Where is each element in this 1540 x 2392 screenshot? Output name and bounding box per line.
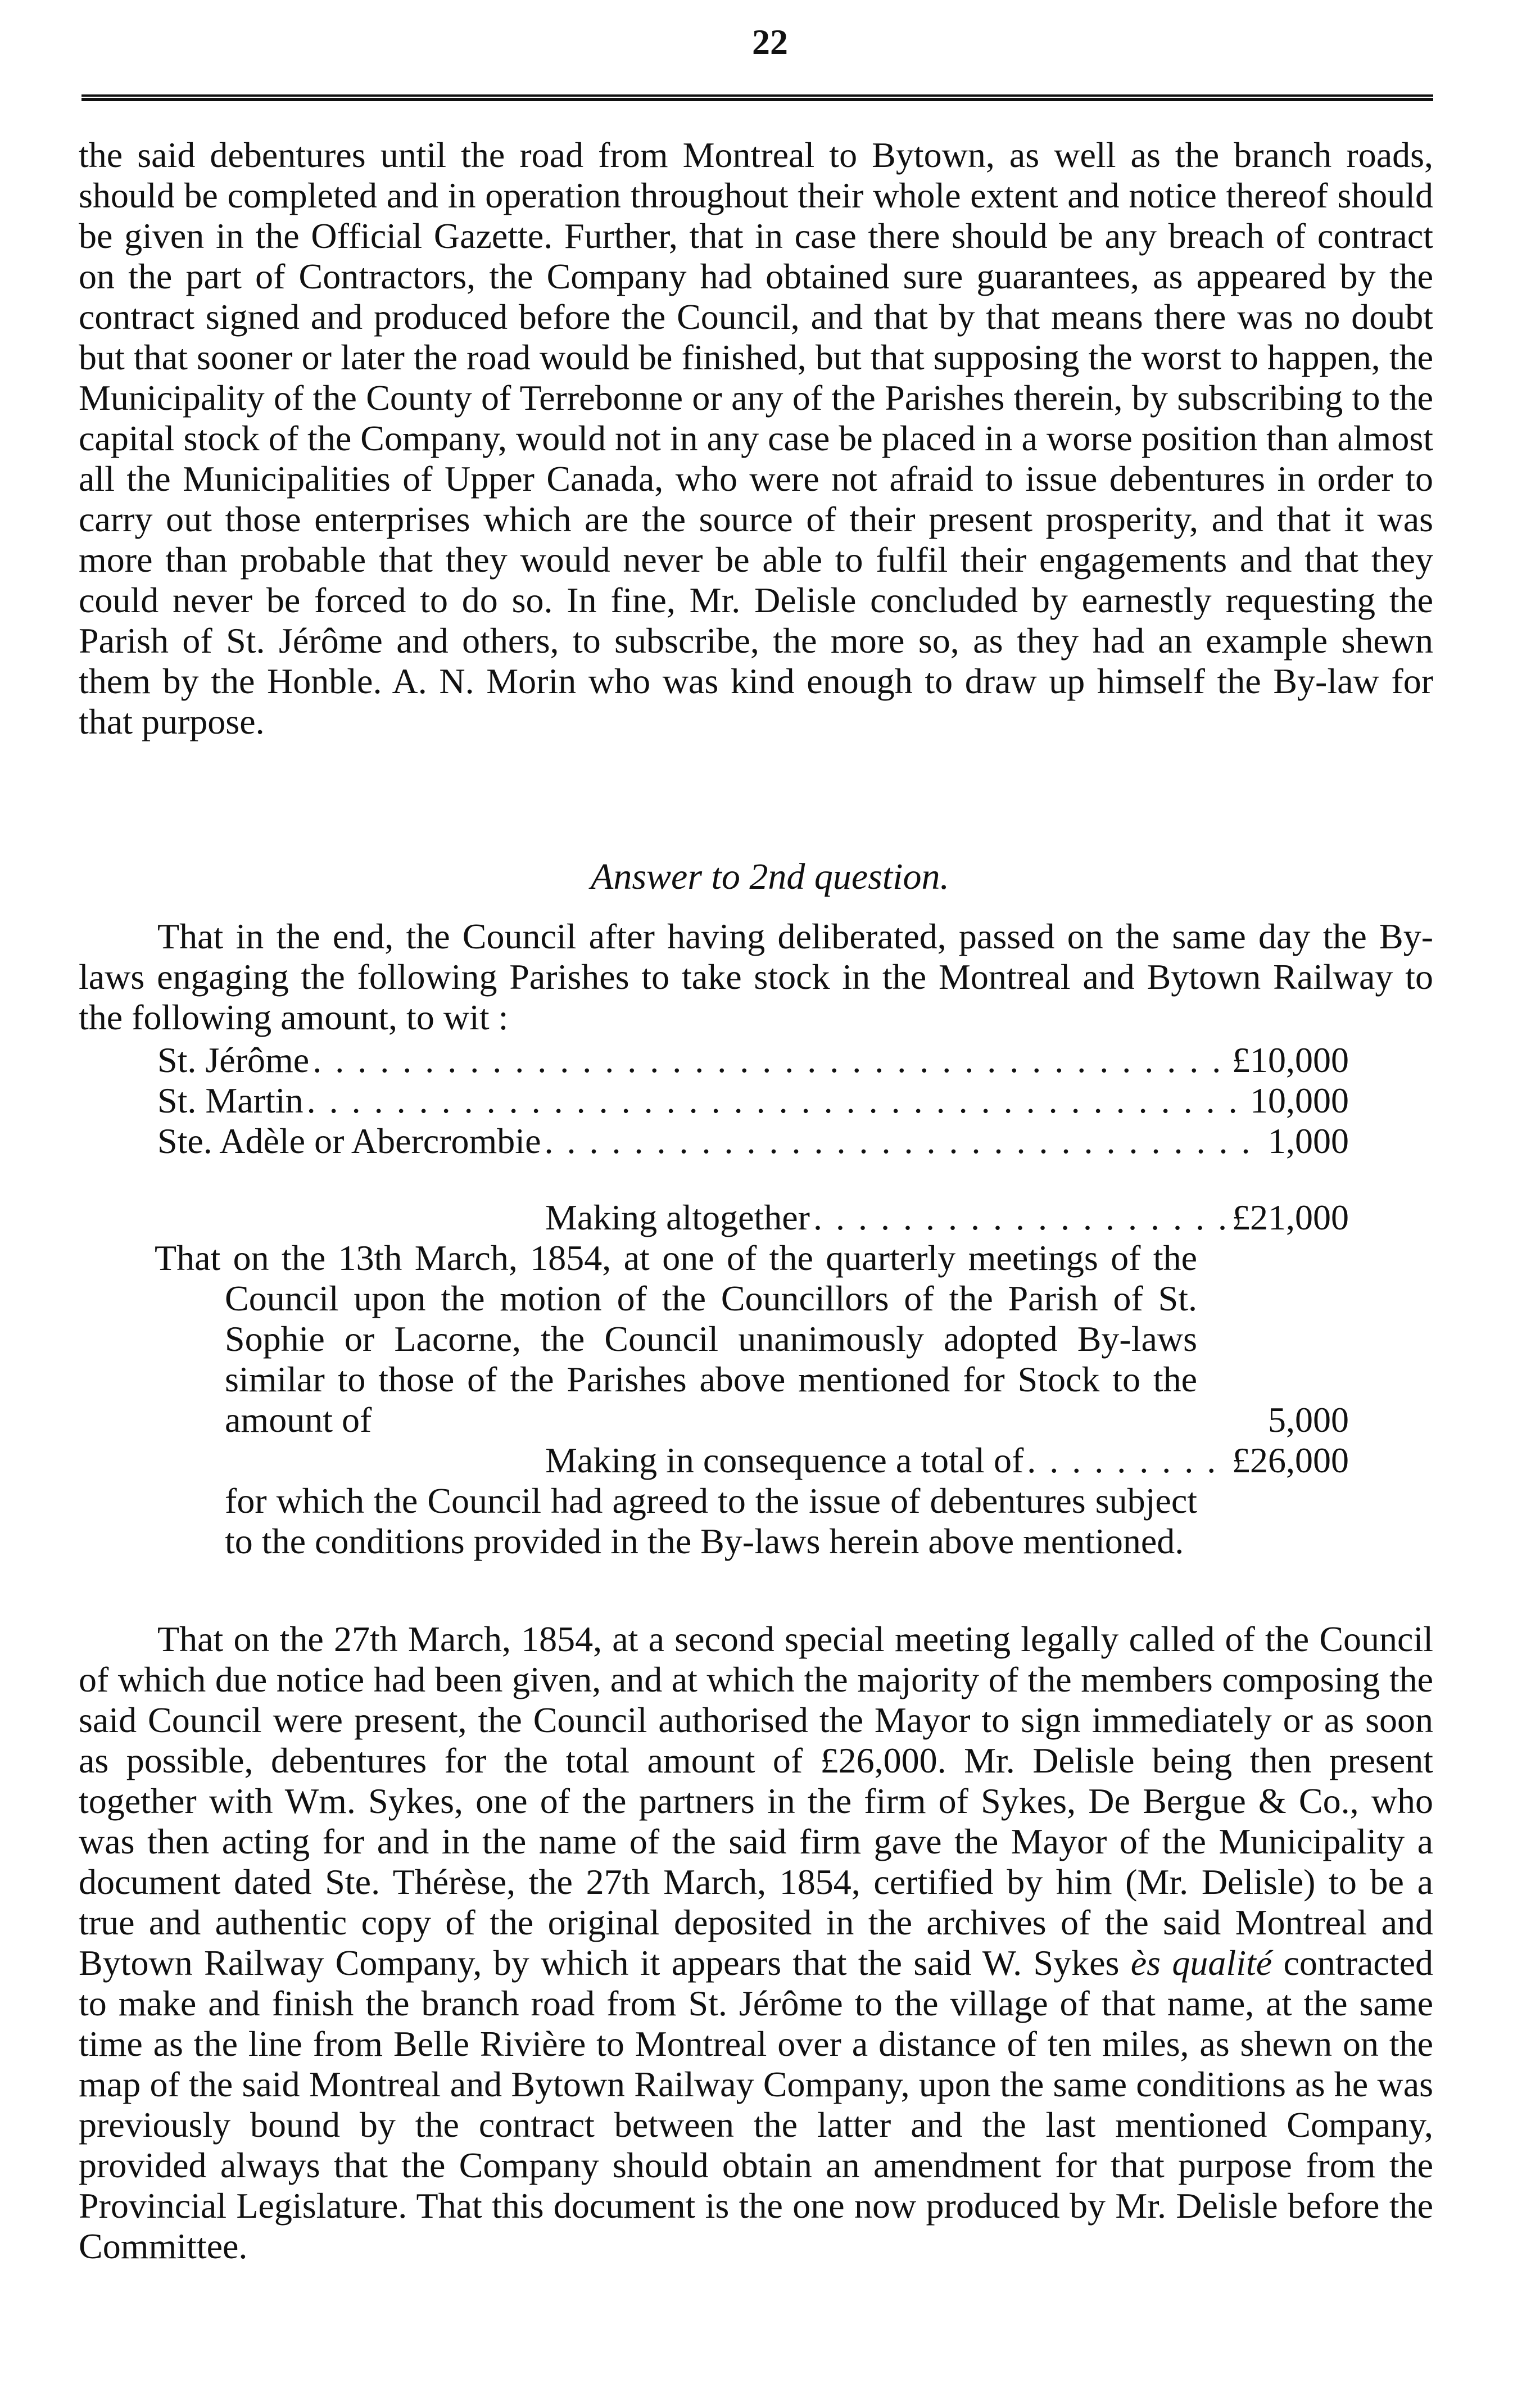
page-number: 22 — [752, 22, 788, 62]
leader-dots — [304, 1080, 1244, 1121]
lacorne-amount: 5,000 — [1268, 1400, 1349, 1440]
leader-dots — [1023, 1440, 1226, 1481]
paragraph-debenture-conditions: for which the Council had agreed to the issue of debentures subject to the conditions provided in the By-laws herein above mentioned. — [225, 1481, 1197, 1561]
stock-row-label: St. Martin — [157, 1080, 304, 1120]
leader-dots — [309, 1040, 1226, 1080]
stock-row-amount: 1,000 — [1268, 1121, 1349, 1161]
special-meeting-text: That on the 27th March, 1854, at a second special meeting legally called of the Council of which due notice had been given, and at which the majority of the members composing the said Council were present, the Council authorised the Mayor to sign immediately or as soon as possible, debentures for the total amount of £26,000. Mr. Delisle being then present together with Wm. Sykes, one of the partners in the firm of Sykes, De Bergue & Co., who was then acting for and in the name of the said firm gave the Mayor of the Municipality a document dated Ste. Thérèse, the 27th March, 1854, certified by him (Mr. Delisle) to be a true and authentic copy of the original deposited in the archives of the said Montreal and Bytown Railway Company, by which it appears that the said W. Sykes — [79, 1619, 1433, 1983]
paragraph-delisle-argument: the said debentures until the road from Montreal to Bytown, as well as the branch roads, should be completed and in operation throughout their whole extent and notice thereof should be given in the Official Gazette. Further, that in case there should be any breach of contract on the part of Contractors, the Company had obtained sure guarantees, as appeared by the contract signed and produced before the Council, and that by that means there was no doubt but that sooner or later the road would be finished, but that supposing the worst to happen, the Municipality of the County of Terrebonne or any of the Parishes therein, by subscribing to the capital stock of the Company, would not in any case be placed in a worse position than almost all the Municipalities of Upper Canada, who were not afraid to issue debentures in order to carry out those enterprises which are the source of their present prosperity, and that it was more than probable that they would never be able to fulfil their engagements and that they could never be forced to do so. In fine, Mr. Delisle concluded by earnestly requesting the Parish of St. Jérôme and others, to subscribe, the more so, as they had an example shewn them by the Honble. A. N. Morin who was kind enough to draw up himself the By-law for that purpose. — [79, 135, 1433, 741]
lacorne-amount-row — [1203, 1400, 1349, 1440]
leader-dots — [810, 1197, 1226, 1238]
subtotal-label: Making altogether — [545, 1197, 810, 1237]
leader-dots — [541, 1121, 1262, 1161]
stock-row — [157, 1040, 1349, 1080]
paragraph-bylaws-intro: That in the end, the Council after having deliberated, passed on the same day the By-laws engaging the following Parishes to take stock in the Montreal and Bytown Railway to the following amount, to wit : — [79, 916, 1433, 1037]
total-amount: £26,000 — [1232, 1440, 1349, 1480]
paragraph-special-meeting — [79, 1619, 1433, 2267]
stock-row-amount: £10,000 — [1232, 1040, 1349, 1080]
header-rule — [81, 94, 1433, 101]
stock-row-label: St. Jérôme — [157, 1040, 310, 1080]
special-meeting-text-rest: contracted to make and finish the branch road from St. Jérôme to the village of that name, at the same time as the line from Belle Rivière to Montreal over a distance of ten miles, as shewn on the map of the said Montreal and Bytown Railway Company, upon the same conditions as he was previously bound by the contract between the latter and the last mentioned Company, provided always that the Company should obtain an amendment for that purpose from the Provincial Legislature. That this document is the one now produced by Mr. Delisle before the Committee. — [79, 1943, 1433, 2266]
section-heading: Answer to 2nd question. — [591, 856, 949, 897]
stock-subtotal-row — [545, 1197, 1349, 1238]
stock-row — [157, 1121, 1349, 1161]
total-label: Making in consequence a total of — [545, 1440, 1024, 1480]
paragraph-lacorne-bylaw: That on the 13th March, 1854, at one of the quarterly meetings of the Council upon the motion of the Councillors of the Parish of St. Sophie or Lacorne, the Council unanimously adopted By-laws similar to those of the Parishes above mentioned for Stock to the amount of — [155, 1238, 1197, 1440]
subtotal-amount: £21,000 — [1232, 1197, 1349, 1237]
stock-row-label: Ste. Adèle or Abercrombie — [157, 1121, 541, 1161]
stock-row — [157, 1080, 1349, 1121]
total-row — [545, 1440, 1349, 1481]
italic-es-qualite: ès qualité — [1130, 1943, 1272, 1983]
stock-row-amount: 10,000 — [1250, 1080, 1349, 1120]
